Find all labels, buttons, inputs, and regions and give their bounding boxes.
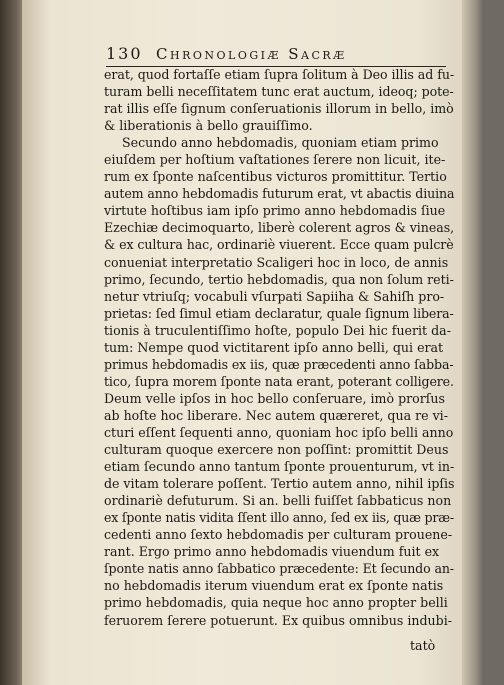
text-line: netur vtriuſq; vocabuli vſurpati Sapiiha & Sahiſh pro-: [104, 288, 445, 304]
text-line: tico, ſupra morem ſponte nata erant, poterant colligere.: [104, 373, 454, 389]
catchword: tatò: [410, 638, 436, 653]
text-line: cturi eſſent ſequenti anno, quoniam hoc ipſo belli anno: [104, 424, 454, 440]
page-edge-shadow: [462, 0, 484, 685]
text-line: Ezechiæ decimoquarto, liberè colerent agros & vineas,: [104, 220, 455, 236]
text-line: primo hebdomadis, quia neque hoc anno propter belli: [104, 595, 448, 611]
text-line: de vitam tolerare poſſent. Tertio autem anno, nihil ipſis: [104, 476, 455, 492]
text-line: feruorem ſerere potuerunt. Ex quibus omnibus indubi-: [104, 612, 452, 628]
text-line: cedenti anno ſexto hebdomadis per culturam prouene-: [104, 527, 453, 543]
text-line: ab hoſte hoc liberare. Nec autem quæreret, qua re vi-: [104, 407, 448, 423]
text-line: conueniat interpretatio Scaligeri hoc in loco, de annis: [104, 254, 449, 270]
page-number: 130: [106, 44, 143, 63]
text-line: etiam ſecundo anno tantum ſponte prouenturum, vt in-: [104, 459, 455, 475]
body-text: [104, 66, 454, 629]
text-line: virtute hoſtibus iam ipſo primo anno hebdomadis ſiue: [104, 203, 446, 219]
text-line: & liberationis à bello grauiſſimo.: [104, 118, 313, 134]
text-line: ſponte natis anno ſabbatico præcedente: Et ſecundo an-: [104, 561, 454, 577]
text-line: culturam quoque exercere non poſſint: promittit Deus: [104, 442, 449, 458]
text-line: primo, ſecundo, tertio hebdomadis, qua non ſolum reti-: [104, 271, 454, 287]
text-line: ex ſponte natis vidita ſſent illo anno, ſed ex iis, quæ præ-: [104, 510, 454, 526]
text-line: & ex cultura hac, ordinariè viuerent. Ecce quam pulcrè: [104, 237, 454, 253]
text-line: tionis à truculentiſſimo hoſte, populo Dei hic fuerit da-: [104, 322, 451, 338]
text-line: turam belli neceſſitatem tunc erat auctum, ideoq; pote-: [104, 84, 454, 100]
text-line: autem anno hebdomadis futurum erat, vt abactis diuina: [104, 186, 455, 202]
text-line: primus hebdomadis ex iis, quæ præcedenti anno ſabba-: [104, 356, 454, 372]
text-line: rum ex ſponte naſcentibus victuros promittitur. Tertio: [104, 169, 447, 185]
running-head: [106, 44, 446, 67]
text-line: eiuſdem per hoſtium vaſtationes ſerere non licuit, ite-: [104, 152, 446, 168]
text-line: prietas: ſed ſimul etiam declaratur, quale ſignum libera-: [104, 305, 454, 321]
text-line: Secundo anno hebdomadis, quoniam etiam primo: [122, 135, 439, 151]
text-line: Deum velle ipſos in hoc bello conſeruare, imò prorſus: [104, 390, 445, 406]
text-line: no hebdomadis iterum viuendum erat ex ſponte natis: [104, 578, 444, 594]
running-title: Chronologiæ Sacræ: [156, 45, 347, 63]
text-line: tum: Nempe quod victitarent ipſo anno belli, qui erat: [104, 339, 444, 355]
text-line: rat illis eſſe ſignum conſeruationis illorum in bello, imò: [104, 101, 454, 117]
text-line: ordinariè defuturum. Si an. belli fuiſſet ſabbaticus non: [104, 493, 452, 509]
text-line: erat, quod fortaſſe etiam ſupra ſolitum à Deo illis ad fu-: [104, 67, 455, 82]
text-line: rant. Ergo primo anno hebdomadis viuendum fuit ex: [104, 544, 440, 560]
